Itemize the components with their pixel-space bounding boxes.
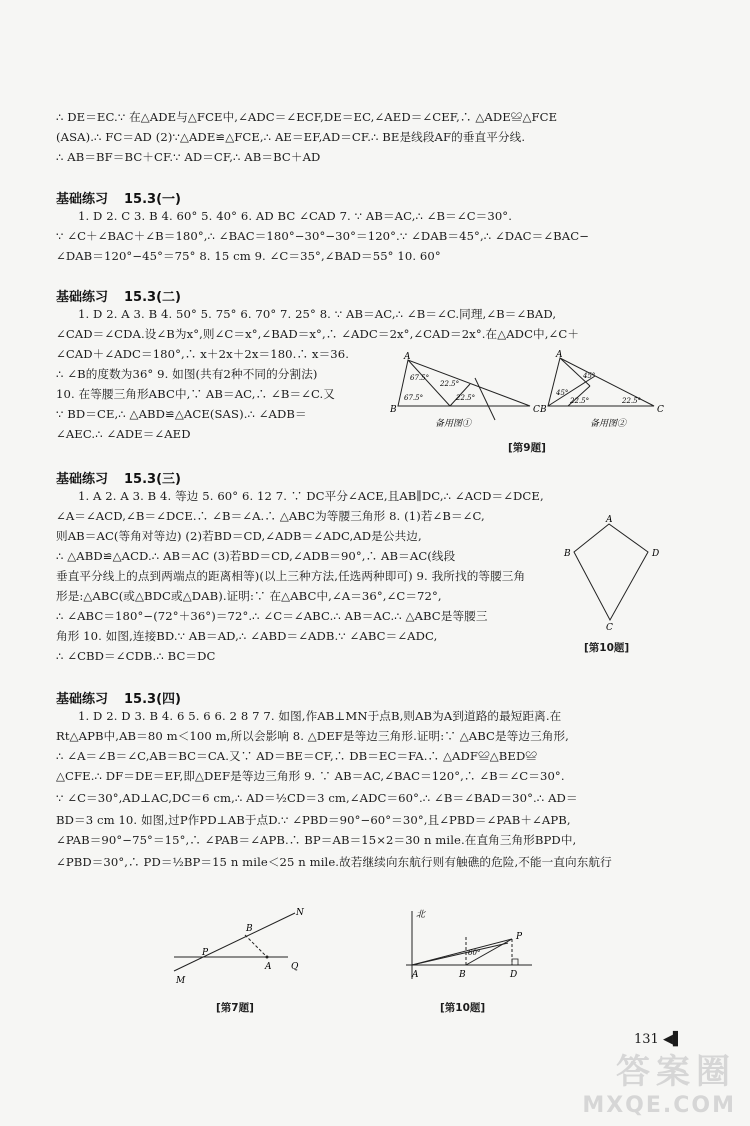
- intro-line: ∴ AB＝BF＝BC＋CF.∵ AD＝CF,∴ AB＝BC＋AD: [56, 150, 321, 164]
- section-heading: [56, 286, 181, 305]
- answer-line: 则AB＝AC(等角对等边) (2)若BD＝CD,∠ADB＝∠ADC,AD是公共边,: [56, 529, 422, 543]
- fig9-angle: 67.5°: [410, 374, 430, 382]
- fig9-label-B: B: [390, 405, 397, 415]
- fig10b-label-P: P: [516, 932, 523, 942]
- section-title: 基础练习: [56, 192, 109, 207]
- fig9-angle: 45°: [583, 372, 596, 380]
- answer-line: ∠PBD＝30°,∴ PD＝½BP＝15 n mile＜25 n mile.故若继续向东航行则有触礁的危险,不能一直向东航行: [56, 855, 612, 869]
- fig10b-label-D: D: [510, 970, 518, 980]
- section-title: 基础练习: [56, 290, 109, 305]
- figure-9-left-triangle: [390, 352, 540, 420]
- fig9-angle: 22.5°: [622, 397, 642, 405]
- section-number: 15.3(一): [124, 192, 181, 207]
- fig7-label-B: B: [246, 924, 253, 934]
- fig9-label-B: B: [540, 405, 547, 415]
- figure-10b-caption: [第10题]: [440, 1002, 486, 1014]
- fig9-angle: 22.5°: [440, 380, 460, 388]
- answer-line: 10. 在等腰三角形ABC中,∵ AB＝AC,∴ ∠B＝∠C.又: [56, 387, 335, 401]
- answer-line: ∠A＝∠ACD,∠B＝∠DCE.∴ ∠B＝∠A.∴ △ABC为等腰三角形 8. (1)若∠B＝∠C,: [56, 509, 485, 523]
- section-number: 15.3(三): [124, 472, 181, 487]
- section-heading: [56, 188, 181, 207]
- watermark: [582, 1044, 736, 1118]
- answer-line: BD＝3 cm 10. 如图,过P作PD⊥AB于点D.∵ ∠PBD＝90°−60°＝30°,且∠PBD＝∠PAB＋∠APB,: [56, 813, 571, 827]
- answer-line: Rt△APB中,AB＝80 m＜100 m,所以会影响 8. △DEF是等边三角形.证明:∵ △ABC是等边三角形,: [56, 729, 569, 743]
- figure-10-caption: [第10题]: [584, 642, 630, 654]
- answer-line: ∠PAB＝90°−75°＝15°,∴ ∠PAB＝∠APB.∴ BP＝AB＝15×2＝30 n mile.在直角三角形BPD中,: [56, 833, 577, 847]
- fig7-label-Q: Q: [291, 962, 299, 972]
- page-number-text: 131: [634, 1032, 659, 1047]
- fig9-angle: 45°: [556, 389, 569, 397]
- page-marker-icon: ◀▌: [662, 1032, 683, 1047]
- fig10a-label-D: D: [652, 549, 660, 559]
- answer-line: ∠CAD＝∠CDA.设∠B为x°,则∠C＝x°,∠BAD＝x°,∴ ∠ADC＝2x°,∠CAD＝2x°.在△ADC中,∠C＋: [56, 327, 580, 341]
- fig9-label-C: C: [533, 405, 540, 415]
- figure-10-navigation: [402, 905, 542, 995]
- section-number: 15.3(二): [124, 290, 181, 305]
- answer-line: ∵ BD＝CE,∴ △ABD≌△ACE(SAS).∴ ∠ADB＝: [56, 407, 307, 421]
- intro-line: (ASA).∴ FC＝AD (2)∵△ADE≌△FCE,∴ AE＝EF,AD＝CF.∴ BE是线段AF的垂直平分线.: [56, 130, 526, 144]
- fig10b-label-B: B: [459, 970, 466, 980]
- fig7-label-A: A: [265, 962, 272, 972]
- fig9-label-A: A: [404, 352, 411, 362]
- answer-line: ∠AEC.∴ ∠ADE＝∠AED: [56, 427, 191, 441]
- answer-line: 垂直平分线上的点到两端点的距离相等)(以上三种方法,任选两种即可) 9. 我所找的等腰三角: [56, 569, 526, 583]
- answer-line: ∴ ∠B的度数为36° 9. 如图(共有2种不同的分割法): [56, 367, 318, 381]
- section-heading: [56, 468, 181, 487]
- answer-line: 1. D 2. C 3. B 4. 60° 5. 40° 6. AD BC ∠CAD 7. ∵ AB＝AC,∴ ∠B＝∠C＝30°.: [78, 209, 512, 223]
- answer-line: 1. D 2. D 3. B 4. 6 5. 6 6. 2 8 7 7. 如图,作AB⊥MN于点B,则AB为A到道路的最短距离.在: [78, 709, 562, 723]
- figure-9-caption: [第9题]: [508, 442, 546, 454]
- fig9-caption-left: 备用图①: [435, 419, 472, 429]
- fig9-angle: 22.5°: [456, 394, 476, 402]
- answer-line: ∴ ∠ABC＝180°−(72°＋36°)＝72°.∴ ∠C＝∠ABC.∴ AB＝AC.∴ △ABC是等腰三: [56, 609, 488, 623]
- answer-line: 1. A 2. A 3. B 4. 等边 5. 60° 6. 12 7. ∵ DC平分∠ACE,且AB∥DC,∴ ∠ACD＝∠DCE,: [78, 489, 544, 503]
- section-title: 基础练习: [56, 472, 109, 487]
- section-number: 15.3(四): [124, 692, 181, 707]
- fig9-caption-right: 备用图②: [590, 419, 627, 429]
- answer-line: ∵ ∠C＋∠BAC＋∠B＝180°,∴ ∠BAC＝180°−30°−30°＝120°.∵ ∠DAB＝45°,∴ ∠DAC＝∠BAC−: [56, 229, 590, 243]
- fig10a-label-C: C: [606, 623, 613, 630]
- figure-9-diagram: [390, 350, 690, 432]
- figure-7-diagram: [170, 905, 310, 995]
- answer-line: ∵ ∠C＝30°,AD⊥AC,DC＝6 cm,∴ AD＝½CD＝3 cm,∠ADC＝60°.∴ ∠B＝∠BAD＝30°.∴ AD＝: [56, 791, 578, 805]
- section-heading: [56, 688, 181, 707]
- figure-10-kite: [560, 512, 670, 630]
- fig7-label-N: N: [296, 908, 304, 918]
- answer-line: ∠DAB＝120°−45°＝75° 8. 15 cm 9. ∠C＝35°,∠BAD＝55° 10. 60°: [56, 249, 441, 263]
- intro-line: ∴ DE＝EC.∵ 在△ADE与△FCE中,∠ADC＝∠ECF,DE＝EC,∠AED＝∠CEF,∴ △ADE≌△FCE: [56, 110, 558, 124]
- fig10b-north-label: 北: [416, 910, 426, 920]
- fig9-angle: 67.5°: [404, 394, 424, 402]
- answer-line: 角形 10. 如图,连接BD.∵ AB＝AD,∴ ∠ABD＝∠ADB.∵ ∠ABC＝∠ADC,: [56, 629, 438, 643]
- watermark-logo-text: 答案圈: [616, 1052, 736, 1092]
- answer-line: ∴ ∠CBD＝∠CDB.∴ BC＝DC: [56, 649, 216, 663]
- fig10a-label-A: A: [606, 515, 613, 525]
- fig10a-label-B: B: [564, 549, 571, 559]
- answer-line: ∴ ∠A＝∠B＝∠C,AB＝BC＝CA.又∵ AD＝BE＝CF,∴ DB＝EC＝FA.∴ △ADF≌△BED≌: [56, 749, 538, 763]
- fig10b-label-A: A: [412, 970, 419, 980]
- answer-line: ∴ △ABD≌△ACD.∴ AB＝AC (3)若BD＝CD,∠ADB＝90°,∴ AB＝AC(线段: [56, 549, 456, 563]
- fig9-angle: 22.5°: [570, 397, 590, 405]
- answer-line: 1. D 2. A 3. B 4. 50° 5. 75° 6. 70° 7. 25° 8. ∵ AB＝AC,∴ ∠B＝∠C.同理,∠B＝∠BAD,: [78, 307, 557, 321]
- fig7-label-M: M: [176, 976, 186, 986]
- fig7-label-P: P: [202, 948, 209, 958]
- fig9-label-C: C: [657, 405, 664, 415]
- answer-line: 形是:△ABC(或△BDC或△DAB).证明:∵ 在△ABC中,∠A＝36°,∠C＝72°,: [56, 589, 442, 603]
- watermark-url: MXQE.COM: [582, 1093, 736, 1118]
- figure-7-caption: [第7题]: [216, 1002, 254, 1014]
- figure-9-right-triangle: [539, 350, 664, 415]
- answer-line: ∠CAD＋∠ADC＝180°,∴ x＋2x＋2x＝180.∴ x＝36.: [56, 347, 349, 361]
- answer-line: △CFE.∴ DF＝DE＝EF,即△DEF是等边三角形 9. ∵ AB＝AC,∠BAC＝120°,∴ ∠B＝∠C＝30°.: [56, 769, 565, 783]
- section-title: 基础练习: [56, 692, 109, 707]
- fig10b-angle: 60°: [468, 949, 481, 957]
- fig9-label-A: A: [556, 350, 563, 360]
